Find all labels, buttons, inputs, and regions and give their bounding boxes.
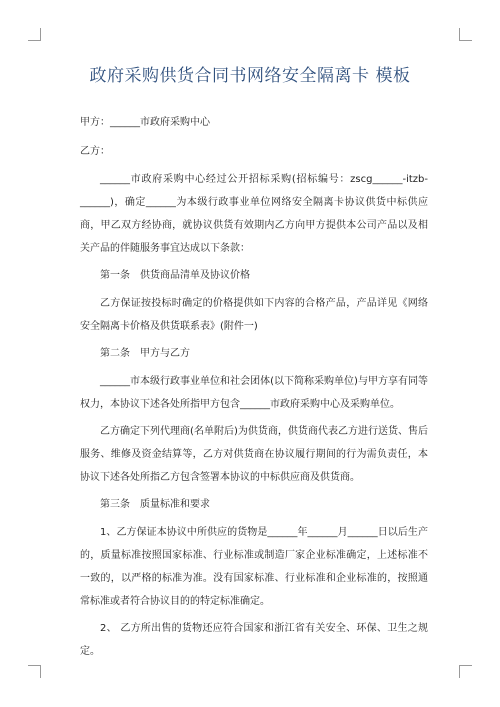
crop-mark-top-right	[459, 28, 472, 41]
article-3-title: 第三条 质量标准和要求	[100, 499, 210, 510]
article-1-title: 第一条 供货商品清单及协议价格	[100, 270, 250, 281]
article-2-body-2: 乙方确定下列代理商(名单附后)为供货商，供货商代表乙方进行送货、售后服务、维修及资金结算等，乙方对供货商在协议履行期间的行为需负责任，本协议下述各处所指乙方包含签署本协议的中标供应商及供货商。	[80, 426, 428, 483]
document-title: 政府采购供货合同书网络安全隔离卡 模板	[89, 66, 411, 86]
document-body	[80, 116, 428, 663]
article-1-body: 乙方保证按投标时确定的价格提供如下内容的合格产品，产品详见《网络安全隔离卡价格及供货联系表》(附件一)	[80, 298, 428, 332]
crop-mark-bottom-left	[28, 665, 41, 678]
article-3-item-1: 1、乙方保证本协议中所供应的货物是______年______月______日以后生产的，质量标准按照国家标准、行业标准或制造厂家企业标准确定，上述标准不一致的，以严格的标准为准。没有国家标准、行业标准和企业标准的，按照通常标准或者符合协议目的的特定标准确定。	[80, 527, 428, 607]
article-2-body-1: ______市本级行政事业单位和社会团体(以下简称采购单位)与甲方享有同等权力，本协议下述各处所指甲方包含______市政府采购中心及采购单位。	[80, 376, 428, 410]
intro-paragraph: ______市政府采购中心经过公开招标采购(招标编号：zscg______-itzb-______)，确定______为本级行政事业单位网络安全隔离卡协议供货中标供应商，甲乙双方经协商，就协议供货有效期内乙方向甲方提供本公司产品以及相关产品的伴随服务事宜达成以下条款：	[80, 174, 428, 254]
crop-mark-bottom-right	[459, 665, 472, 678]
party-b-line: 乙方：	[80, 146, 110, 157]
party-a-line: 甲方：______市政府采购中心	[80, 117, 210, 128]
crop-mark-top-left	[28, 28, 41, 41]
article-2-title: 第二条 甲方与乙方	[100, 348, 190, 359]
article-3-item-2: 2、 乙方所出售的货物还应符合国家和浙江省有关安全、环保、卫生之规定。	[80, 623, 428, 657]
